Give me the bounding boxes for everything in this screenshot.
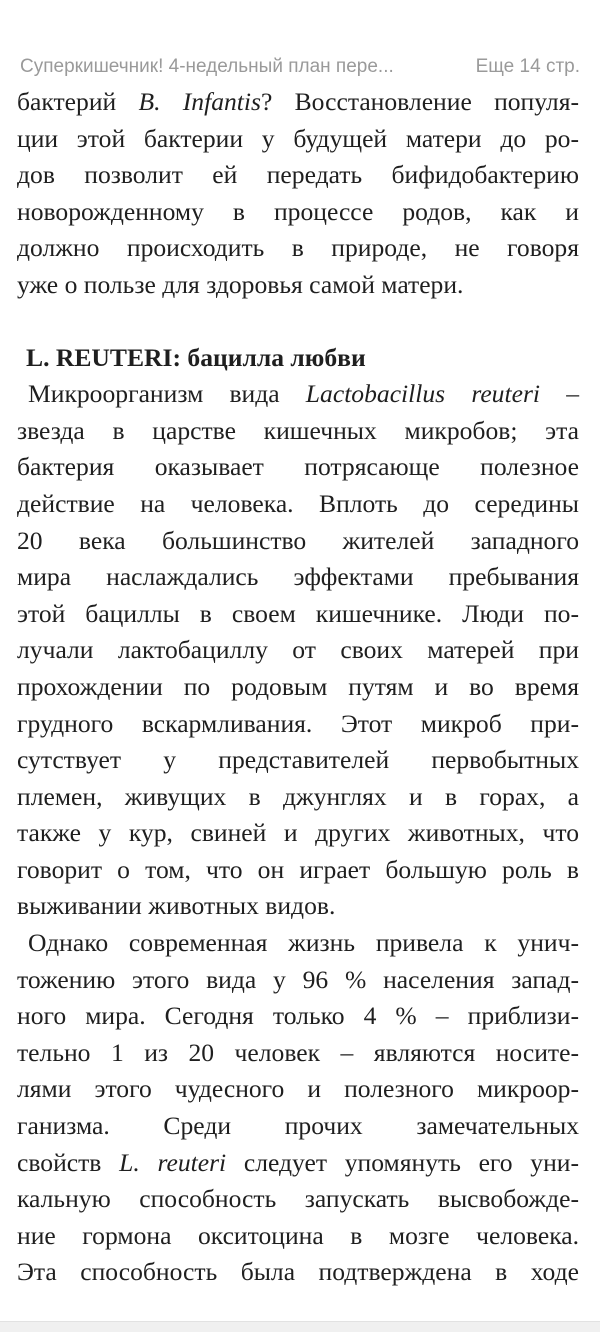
text-line: ного мира. Сегодня только 4 % – приблизи- — [17, 1001, 579, 1031]
species-name: Lactobacillus reuteri — [305, 379, 541, 409]
text-line: бактерий B. Infantis? Восстановление популя- — [17, 87, 579, 116]
text-line: выживании животных видов. — [17, 891, 336, 921]
text-line: сутствует у представителей первобытных — [17, 745, 579, 775]
paragraph-2 — [17, 376, 579, 925]
text-line: новорожденному в процессе родов, как и — [17, 196, 579, 226]
text-line: этой бациллы в своем кишечнике. Люди по- — [17, 598, 579, 628]
text-line: свойств L. reuteri следует упомянуть его уни- — [17, 1147, 579, 1177]
text-line: действие на человека. Вплоть до середины — [17, 488, 579, 518]
text-line: племен, живущих в джунглях и в горах, а — [17, 781, 579, 811]
paragraph-3 — [17, 925, 579, 1291]
text-line: должно происходить в природе, не говоря — [17, 233, 579, 263]
species-name: B. Infantis — [138, 87, 261, 116]
book-title[interactable]: Суперкишечник! 4-недельный план пере... — [20, 56, 394, 77]
page-text[interactable] — [17, 84, 579, 1291]
text-line: ции этой бактерии у будущей матери до ро- — [17, 123, 579, 153]
text-line: мира наслаждались эффектами пребывания — [17, 562, 579, 592]
text-line: Эта способность была подтверждена в ходе — [17, 1257, 579, 1287]
section-heading: L. REUTERI: бацилла любви — [26, 342, 366, 372]
text-line: бактерия оказывает потрясающе полезное — [17, 452, 579, 482]
text-line: ганизма. Среди прочих замечательных — [17, 1111, 579, 1141]
text-line: лями этого чудесного и полезного микроор- — [17, 1074, 579, 1104]
text-line: прохождении по родовым путям и во время — [17, 671, 579, 701]
text-line: дов позволит ей передать бифидобактерию — [17, 160, 579, 190]
paragraph-1 — [17, 84, 579, 304]
pages-remaining: Еще 14 стр. — [475, 56, 580, 77]
text-line: говорит о том, что он играет большую роль в — [17, 854, 579, 884]
text-line: также у кур, свиней и других животных, что — [17, 818, 579, 848]
text-line: Микроорганизм вида Lactobacillus reuteri – — [28, 379, 580, 409]
text-line: Однако современная жизнь привела к унич- — [28, 928, 579, 958]
species-name: L. reuteri — [119, 1147, 227, 1177]
text-line: лучали лактобациллу от своих матерей при — [17, 635, 579, 665]
text-line: тожению этого вида у 96 % населения запад- — [17, 964, 579, 994]
bottom-bar — [0, 1321, 600, 1332]
text-line: звезда в царстве кишечных микробов; эта — [17, 415, 579, 445]
reader-header — [20, 52, 580, 82]
text-line: ние гормона окситоцина в мозге человека. — [17, 1220, 579, 1250]
text-line: грудного вскармливания. Этот микроб при- — [17, 708, 579, 738]
text-line: 20 века большинство жителей западного — [17, 525, 579, 555]
text-line: тельно 1 из 20 человек – являются носите- — [17, 1037, 579, 1067]
text-line: уже о пользе для здоровья самой матери. — [17, 269, 464, 299]
text-line: кальную способность запускать высвобожде- — [17, 1184, 579, 1214]
